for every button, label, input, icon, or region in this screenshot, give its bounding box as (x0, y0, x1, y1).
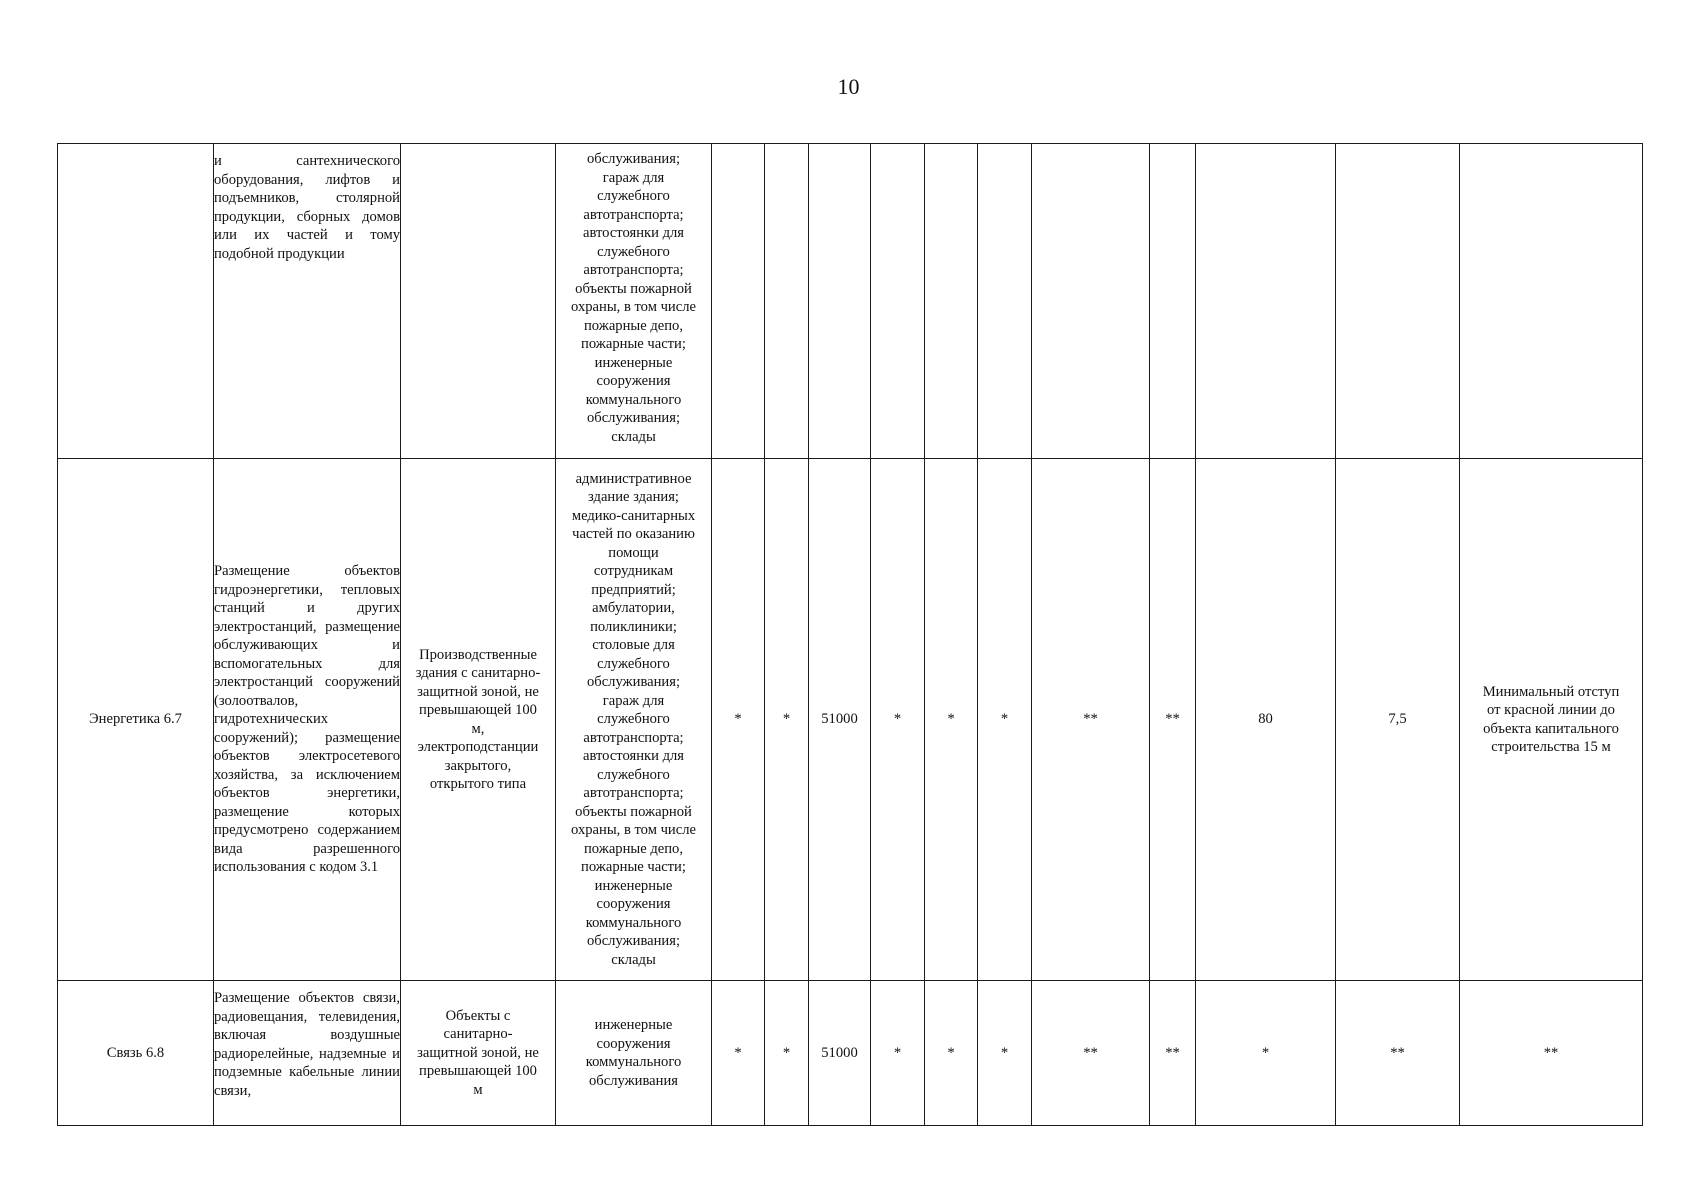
param-cell-1: * (712, 459, 765, 981)
table-row (58, 459, 1643, 981)
auxiliary-use-cell: административное здание здания; медико-санитарных частей по оказанию помощи сотрудникам предприятий; амбулатории, поликлиники; столовые для служебного обслуживания; гараж для служебного автотранспорта; автостоянки для служебного автотранспорта; объекты пожарной охраны, в том числе пожарные депо, пожарные части; инженерные сооружения коммунального обслуживания; склады (556, 459, 712, 981)
param-cell-9 (1196, 144, 1336, 459)
param-cell-5 (925, 144, 978, 459)
param-cell-1 (712, 144, 765, 459)
param-cell-6: * (978, 459, 1032, 981)
param-cell-2: * (765, 981, 809, 1126)
zoning-regulations-table (57, 143, 1643, 1126)
note-cell (1460, 144, 1643, 459)
conditional-use-cell (401, 144, 556, 459)
param-cell-3: 51000 (809, 459, 871, 981)
note-cell: ** (1460, 981, 1643, 1126)
param-cell-10: ** (1336, 981, 1460, 1126)
param-cell-4 (871, 144, 925, 459)
param-cell-7 (1032, 144, 1150, 459)
param-cell-8: ** (1150, 459, 1196, 981)
param-cell-8: ** (1150, 981, 1196, 1126)
use-type-name-cell (58, 144, 214, 459)
param-cell-5: * (925, 459, 978, 981)
use-description-cell: Размещение объектов связи, радиовещания, телевидения, включая воздушные радиорелейные, надземные и подземные кабельные линии связи, (214, 981, 401, 1126)
param-cell-8 (1150, 144, 1196, 459)
auxiliary-use-cell: обслуживания; гараж для служебного автотранспорта; автостоянки для служебного автотранспорта; объекты пожарной охраны, в том числе пожарные депо, пожарные части; инженерные сооружения коммунального обслуживания; склады (556, 144, 712, 459)
use-description-cell: и сантехнического оборудования, лифтов и подъемников, столярной продукции, сборных домов или их частей и тому подобной продукции (214, 144, 401, 459)
use-type-name-cell: Энергетика 6.7 (58, 459, 214, 981)
table-row (58, 981, 1643, 1126)
param-cell-2 (765, 144, 809, 459)
page-number: 10 (837, 74, 860, 99)
param-cell-10: 7,5 (1336, 459, 1460, 981)
param-cell-10 (1336, 144, 1460, 459)
param-cell-1: * (712, 981, 765, 1126)
param-cell-6: * (978, 981, 1032, 1126)
param-cell-9: 80 (1196, 459, 1336, 981)
table-row (58, 144, 1643, 459)
param-cell-7: ** (1032, 459, 1150, 981)
param-cell-9: * (1196, 981, 1336, 1126)
conditional-use-cell: Производственные здания с санитарно- защитной зоной, не превышающей 100 м, электроподстанции закрытого, открытого типа (401, 459, 556, 981)
param-cell-3: 51000 (809, 981, 871, 1126)
param-cell-4: * (871, 459, 925, 981)
param-cell-4: * (871, 981, 925, 1126)
auxiliary-use-cell: инженерные сооружения коммунального обслуживания (556, 981, 712, 1126)
use-description-cell: Размещение объектов гидроэнергетики, тепловых станций и других электростанций, размещение обслуживающих и вспомогательных для электростанций сооружений (золоотвалов, гидротехнических сооружений); размещение объектов электросетевого хозяйства, за исключением объектов энергетики, размещение которых предусмотрено содержанием вида разрешенного использования с кодом 3.1 (214, 459, 401, 981)
param-cell-3 (809, 144, 871, 459)
param-cell-6 (978, 144, 1032, 459)
conditional-use-cell: Объекты с санитарно- защитной зоной, не превышающей 100 м (401, 981, 556, 1126)
param-cell-2: * (765, 459, 809, 981)
note-cell: Минимальный отступ от красной линии до объекта капитального строительства 15 м (1460, 459, 1643, 981)
use-type-name-cell: Связь 6.8 (58, 981, 214, 1126)
param-cell-5: * (925, 981, 978, 1126)
param-cell-7: ** (1032, 981, 1150, 1126)
